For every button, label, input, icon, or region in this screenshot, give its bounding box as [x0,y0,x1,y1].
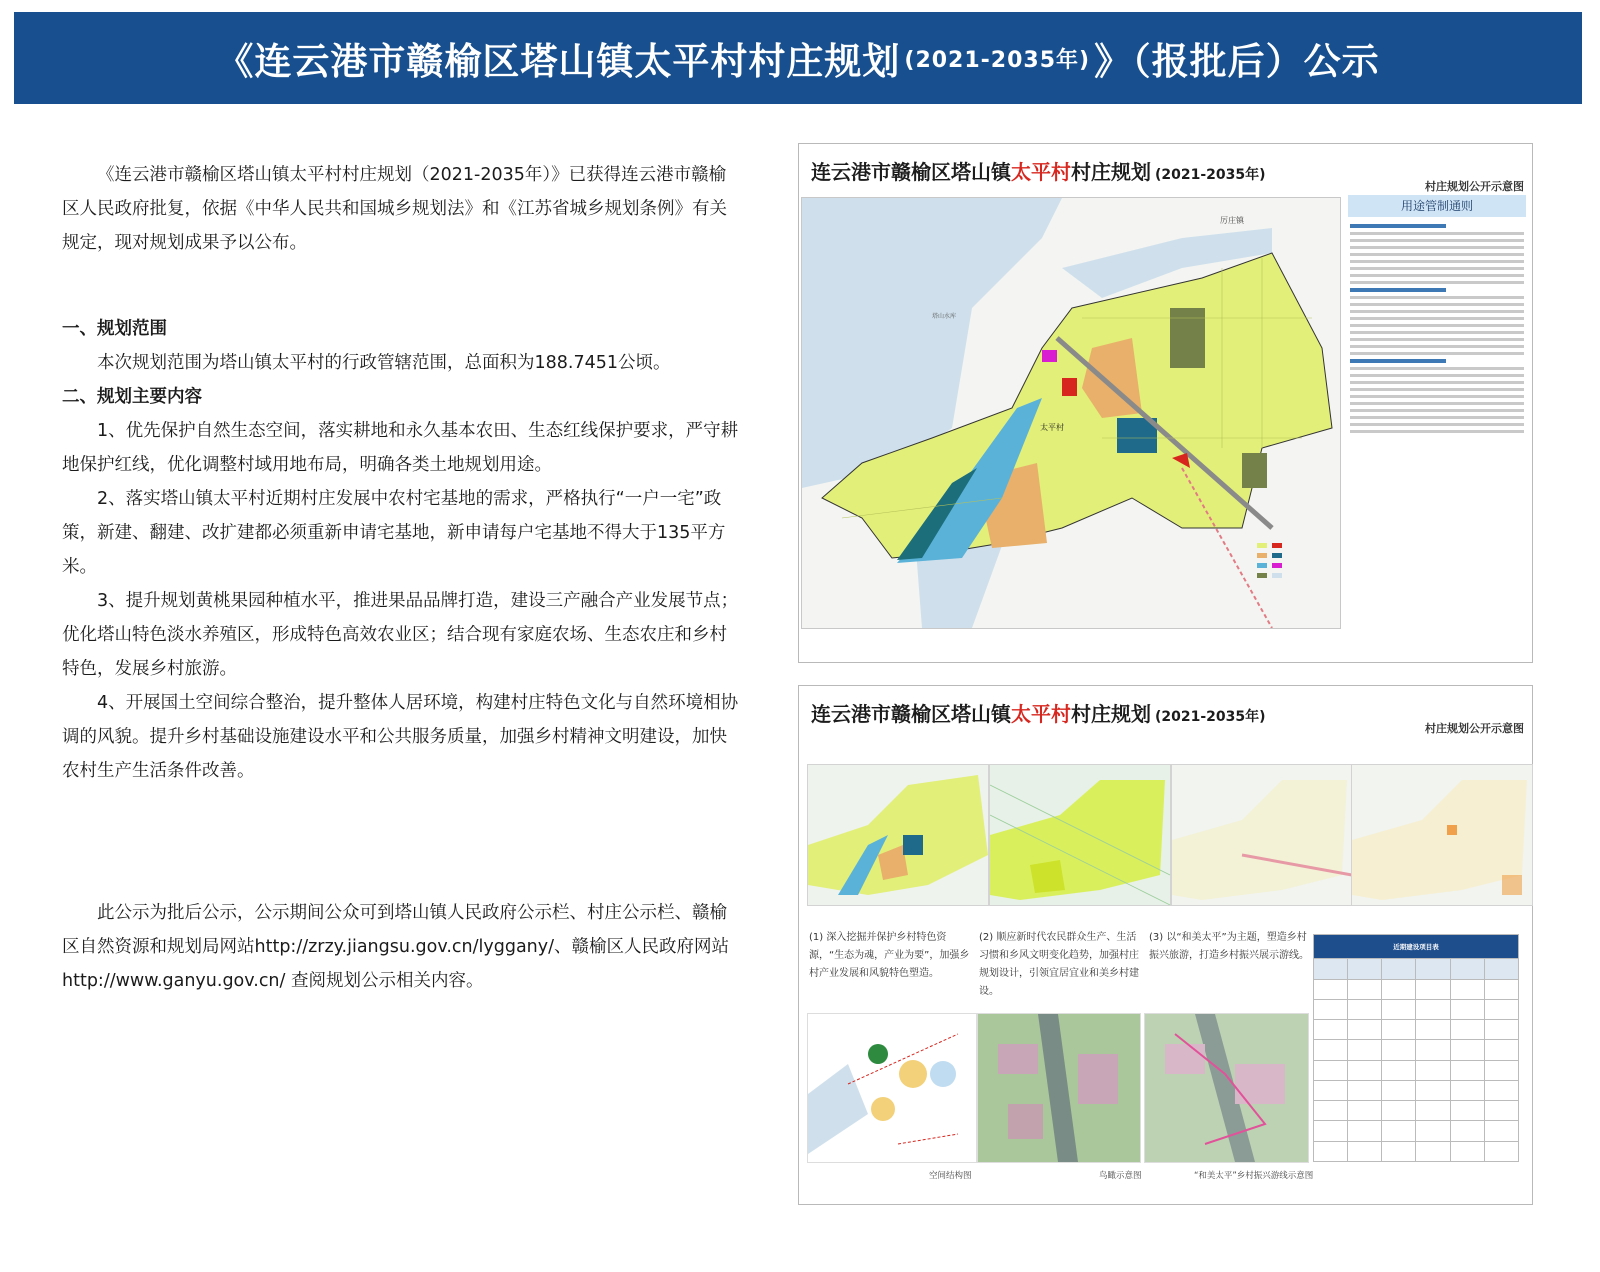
map-label-reservoir: 塔山水库 [932,313,957,320]
structure-diagram [807,1013,977,1163]
board2-subtitle: 村庄规划公开示意图 [1425,722,1524,735]
thumbnail-map-4 [1351,764,1533,906]
section-scope-text: 本次规划范围为塔山镇太平村的行政管辖范围，总面积为188.7451公顷。 [97,353,671,373]
content-item-1: 1、优先保护自然生态空间，落实耕地和永久基本农田、生态红线保护要求，严守耕地保护红线，优化调整村域用地布局，明确各类土地规划用途。 [62,421,739,475]
plan-board-1 [798,143,1533,663]
thumbnail-map-3 [1171,764,1353,906]
board2-title: 连云港市赣榆区塔山镇太平村村庄规划 (2021-2035年) [811,702,1266,726]
title-prefix: 《连云港市赣榆区塔山镇太平村村庄规划 [216,40,901,83]
caption-3: (3) 以“和美太平”为主题，塑造乡村振兴旅游，打造乡村振兴展示游线。 [1149,932,1309,961]
notice-text [62,158,742,998]
map-label-village: 太平村 [1040,423,1064,432]
board-subtitle: 村庄规划公开示意图 [1425,180,1524,193]
render-caption-2: 鸟瞰示意图 [1099,1171,1142,1181]
caption-2: (2) 顺应新时代农民群众生产、生活习惯和乡风文明变化趋势，加强村庄规划设计，引领宜居宜业和美乡村建设。 [979,932,1139,997]
page-title [14,12,1582,104]
content-item-3: 3、提升规划黄桃果园种植水平，推进果品品牌打造，建设三产融合产业发展节点；优化塔山特色淡水养殖区，形成特色高效农业区；结合现有家庭农场、生态农庄和乡村特色，发展乡村旅游。 [62,591,739,679]
thumbnail-map-2 [989,764,1171,906]
notice-intro: 《连云港市赣榆区塔山镇太平村村庄规划（2021-2035年）》已获得连云港市赣榆区人民政府批复，依据《中华人民共和国城乡规划法》和《江苏省城乡规划条例》有关规定，现对规划成果予以公布。 [62,165,727,253]
usage-rules-panel [1348,195,1526,595]
map-label-town: 厉庄镇 [1220,216,1244,225]
board-title: 连云港市赣榆区塔山镇太平村村庄规划 (2021-2035年) [811,160,1266,184]
land-use-map [801,197,1341,629]
content-item-4: 4、开展国土空间综合整治，提升整体人居环境，构建村庄特色文化与自然环境相协调的风貌。提升乡村基础设施建设水平和公共服务质量，加强乡村精神文明建设，加快农村生产生活条件改善。 [62,693,739,781]
notice-closing: 此公示为批后公示，公示期间公众可到塔山镇人民政府公示栏、村庄公示栏、赣榆区自然资源和规划局网站http://zrzy.jiangsu.gov.cn/lyggany/、赣榆区人民政府网站http://www.ganyu.gov.cn/ 查阅规划公示相关内容。 [62,903,730,991]
thumbnail-map-1 [807,764,989,906]
plan-board-2 [798,685,1533,1205]
caption-1: (1) 深入挖掘并保护乡村特色资源，“生态为魂，产业为要”，加强乡村产业发展和风貌特色塑造。 [809,932,970,979]
render-caption-3: “和美太平”乡村振兴游线示意图 [1194,1171,1314,1181]
rules-heading: 用途管制通则 [1348,195,1526,217]
section-heading-content: 二、规划主要内容 [62,387,202,407]
project-table [1313,934,1519,1162]
aerial-view-render [977,1013,1141,1163]
content-item-2: 2、落实塔山镇太平村近期村庄发展中农村宅基地的需求，严格执行“一户一宅”政策，新建、翻建、改扩建都必须重新申请宅基地，新申请每户宅基地不得大于135平方米。 [62,489,726,577]
tour-route-render [1144,1013,1309,1163]
project-table-title: 近期建设项目表 [1314,935,1519,959]
section-heading-scope: 一、规划范围 [62,319,167,339]
render-caption-1: 空间结构图 [929,1171,972,1181]
title-suffix: 》（报批后）公示 [1094,40,1380,83]
title-banner [14,12,1582,104]
title-years: (2021-2035年) [904,47,1091,73]
rules-body [1348,217,1526,440]
